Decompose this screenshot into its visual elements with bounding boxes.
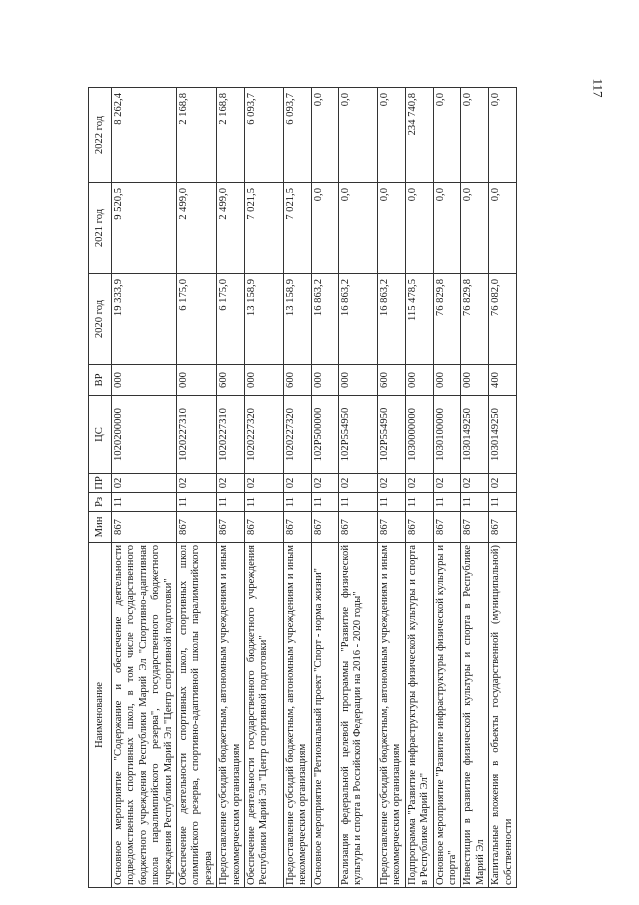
row-2021: 2 499,0 (177, 183, 217, 274)
header-min: Мин (89, 512, 112, 543)
row-name: Обеспечение деятельности спортивных школ, спортивных школ олимпийского резерва, спортивно-адаптивной школы паралимпийского резерва (177, 543, 217, 888)
row-name: Основное мероприятие "Содержание и обеспечение деятельности подведомственных спортивных школ, в том числе государственного бюджетного учреждения Республики Марий Эл "Спортивно-адаптивная школа паралимпийского резерва", государственного бюджетного учреждения Республики Марий Эл "Центр спортивной подготовки" (112, 543, 177, 888)
header-2022: 2022 год (89, 88, 112, 183)
row-rz: 11 (284, 493, 312, 512)
row-cs: 102P554950 (377, 396, 405, 474)
header-rz: Рз (89, 493, 112, 512)
row-2021: 0,0 (433, 183, 461, 274)
row-2022: 0,0 (311, 88, 338, 183)
row-pr: 02 (112, 474, 177, 493)
row-pr: 02 (338, 474, 377, 493)
row-name: Основное мероприятие "Региональный проект "Спорт - норма жизни" (311, 543, 338, 888)
row-name: Основное мероприятие "Развитие инфраструктуры физической культуры и спорта" (433, 543, 461, 888)
row-2022: 6 093,7 (245, 88, 284, 183)
row-rz: 11 (311, 493, 338, 512)
row-cs: 1020227320 (245, 396, 284, 474)
row-min: 867 (177, 512, 217, 543)
rotated-page (88, 88, 596, 888)
table-row (112, 88, 177, 888)
table-row (338, 88, 377, 888)
table-row (177, 88, 217, 888)
table-row (489, 88, 517, 888)
header-2020: 2020 год (89, 274, 112, 365)
row-vr: 600 (284, 365, 312, 396)
table-row (461, 88, 489, 888)
row-2020: 76 829,8 (433, 274, 461, 365)
row-2021: 7 021,5 (284, 183, 312, 274)
row-2020: 115 478,5 (405, 274, 433, 365)
row-cs: 1030149250 (489, 396, 517, 474)
row-2020: 19 333,9 (112, 274, 177, 365)
row-2020: 6 175,0 (217, 274, 245, 365)
row-name: Предоставление субсидий бюджетным, автономным учреждениям и иным некоммерческим организациям (377, 543, 405, 888)
row-2022: 2 168,8 (217, 88, 245, 183)
row-pr: 02 (433, 474, 461, 493)
row-min: 867 (489, 512, 517, 543)
table-row (284, 88, 312, 888)
row-cs: 1030000000 (405, 396, 433, 474)
row-cs: 1020227320 (284, 396, 312, 474)
table-row (311, 88, 338, 888)
header-pr: ПР (89, 474, 112, 493)
row-2021: 7 021,5 (245, 183, 284, 274)
row-min: 867 (284, 512, 312, 543)
row-2022: 0,0 (489, 88, 517, 183)
row-2021: 0,0 (377, 183, 405, 274)
row-2020: 13 158,9 (245, 274, 284, 365)
row-min: 867 (338, 512, 377, 543)
row-cs: 1030100000 (433, 396, 461, 474)
row-cs: 102P500000 (311, 396, 338, 474)
row-name: Обеспечение деятельности государственного бюджетного учреждения Республики Марий Эл "Центр спортивной подготовки" (245, 543, 284, 888)
row-min: 867 (433, 512, 461, 543)
row-pr: 02 (177, 474, 217, 493)
row-vr: 000 (112, 365, 177, 396)
row-pr: 02 (284, 474, 312, 493)
row-rz: 11 (177, 493, 217, 512)
row-2022: 234 740,8 (405, 88, 433, 183)
row-2020: 13 158,9 (284, 274, 312, 365)
row-rz: 11 (489, 493, 517, 512)
table-row (405, 88, 433, 888)
row-2020: 6 175,0 (177, 274, 217, 365)
row-2020: 76 829,8 (461, 274, 489, 365)
row-2022: 8 262,4 (112, 88, 177, 183)
row-min: 867 (377, 512, 405, 543)
row-rz: 11 (433, 493, 461, 512)
row-min: 867 (461, 512, 489, 543)
row-vr: 600 (377, 365, 405, 396)
row-min: 867 (405, 512, 433, 543)
row-2020: 76 082,0 (489, 274, 517, 365)
row-2022: 2 168,8 (177, 88, 217, 183)
page-number: 117 (590, 78, 606, 98)
row-2022: 0,0 (377, 88, 405, 183)
header-vr: ВР (89, 365, 112, 396)
row-vr: 000 (177, 365, 217, 396)
table-row (433, 88, 461, 888)
row-rz: 11 (217, 493, 245, 512)
row-vr: 000 (311, 365, 338, 396)
row-cs: 1020227310 (177, 396, 217, 474)
row-2021: 0,0 (405, 183, 433, 274)
row-pr: 02 (489, 474, 517, 493)
row-2021: 0,0 (338, 183, 377, 274)
row-2020: 16 863,2 (338, 274, 377, 365)
row-min: 867 (112, 512, 177, 543)
row-min: 867 (217, 512, 245, 543)
row-pr: 02 (217, 474, 245, 493)
row-vr: 600 (217, 365, 245, 396)
row-vr: 000 (245, 365, 284, 396)
table-row (377, 88, 405, 888)
row-cs: 102P554950 (338, 396, 377, 474)
header-name: Наименование (89, 543, 112, 888)
row-pr: 02 (405, 474, 433, 493)
row-cs: 1020227310 (217, 396, 245, 474)
header-2021: 2021 год (89, 183, 112, 274)
row-rz: 11 (405, 493, 433, 512)
table-row (217, 88, 245, 888)
row-cs: 1020200000 (112, 396, 177, 474)
row-min: 867 (311, 512, 338, 543)
row-2021: 9 520,5 (112, 183, 177, 274)
row-rz: 11 (461, 493, 489, 512)
row-vr: 400 (489, 365, 517, 396)
row-2020: 16 863,2 (311, 274, 338, 365)
header-row (89, 88, 112, 888)
row-2021: 0,0 (489, 183, 517, 274)
row-2022: 6 093,7 (284, 88, 312, 183)
row-2022: 0,0 (433, 88, 461, 183)
row-name: Капитальные вложения в объекты государственной (муниципальной) собственности (489, 543, 517, 888)
row-name: Подпрограмма "Развитие инфраструктуры физической культуры и спорта в Республике Марий Эл" (405, 543, 433, 888)
row-rz: 11 (338, 493, 377, 512)
row-rz: 11 (112, 493, 177, 512)
row-vr: 000 (338, 365, 377, 396)
row-pr: 02 (311, 474, 338, 493)
budget-table (88, 87, 517, 888)
row-rz: 11 (245, 493, 284, 512)
row-name: Реализация федеральной целевой программы "Развитие физической культуры и спорта в Российской Федерации на 2016 - 2020 годы" (338, 543, 377, 888)
row-2021: 0,0 (461, 183, 489, 274)
row-2021: 0,0 (311, 183, 338, 274)
row-pr: 02 (377, 474, 405, 493)
row-min: 867 (245, 512, 284, 543)
row-name: Инвестиции в развитие физической культуры и спорта в Республике Марий Эл (461, 543, 489, 888)
row-name: Предоставление субсидий бюджетным, автономным учреждениям и иным некоммерческим организациям (217, 543, 245, 888)
row-vr: 000 (405, 365, 433, 396)
row-pr: 02 (245, 474, 284, 493)
table-row (245, 88, 284, 888)
row-2022: 0,0 (461, 88, 489, 183)
row-pr: 02 (461, 474, 489, 493)
row-name: Предоставление субсидий бюджетным, автономным учреждениям и иным некоммерческим организациям (284, 543, 312, 888)
row-2020: 16 863,2 (377, 274, 405, 365)
row-rz: 11 (377, 493, 405, 512)
header-cs: ЦС (89, 396, 112, 474)
row-vr: 000 (461, 365, 489, 396)
row-cs: 1030149250 (461, 396, 489, 474)
row-2022: 0,0 (338, 88, 377, 183)
row-vr: 000 (433, 365, 461, 396)
row-2021: 2 499,0 (217, 183, 245, 274)
